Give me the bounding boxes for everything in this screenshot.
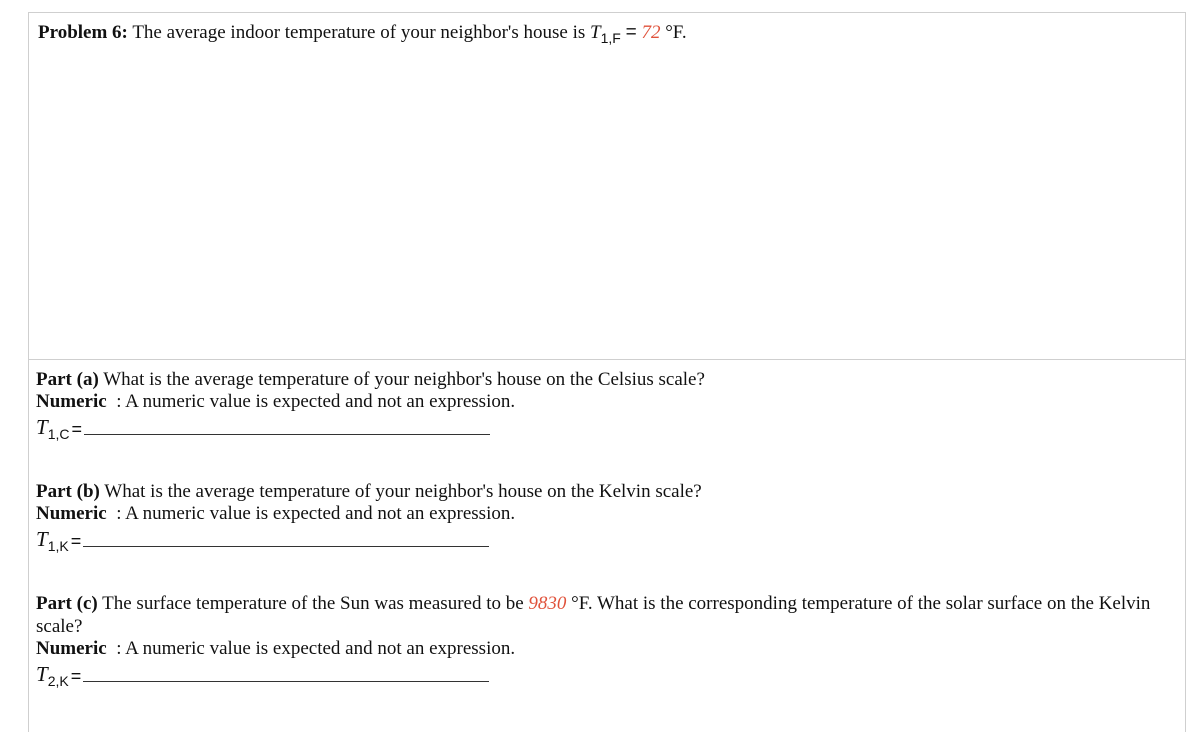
- part-c-numeric-hint: [36, 637, 1176, 660]
- part-b-answer-row: [36, 525, 1176, 553]
- part-a-answer-field[interactable]: [84, 433, 490, 435]
- part-a-question-text: What is the average temperature of your neighbor's house on the Celsius scale?: [103, 369, 705, 390]
- part-b-numeric-hint: [36, 502, 1176, 525]
- part-b: [36, 480, 1176, 553]
- part-a-variable: $T_{1,C}$: [36, 415, 70, 442]
- part-a-answer-row: [36, 413, 1176, 441]
- section-divider: [28, 359, 1186, 360]
- part-a-question: [36, 368, 1176, 391]
- part-b-answer-field[interactable]: [83, 545, 489, 547]
- part-c-question: [36, 592, 1176, 638]
- part-a-equals: =: [71, 419, 82, 439]
- part-c: [36, 592, 1176, 688]
- problem-label: Problem 6:: [38, 22, 128, 43]
- problem-equals: =: [625, 22, 637, 43]
- part-b-question: [36, 480, 1176, 503]
- part-a-numeric-note: : A numeric value is expected and not an expression.: [116, 391, 516, 412]
- part-c-numeric-note: : A numeric value is expected and not an expression.: [116, 638, 516, 659]
- part-c-label: Part (c): [36, 593, 98, 614]
- part-c-numeric-label: Numeric: [36, 638, 107, 659]
- part-b-question-text: What is the average temperature of your neighbor's house on the Kelvin scale?: [104, 481, 702, 502]
- part-b-label: Part (b): [36, 481, 100, 502]
- problem-variable: $T_{1,F}$: [590, 22, 621, 46]
- part-c-equals: =: [70, 666, 82, 686]
- part-c-variable: $T_{2,K}$: [36, 662, 69, 689]
- part-b-variable: $T_{1,K}$: [36, 527, 69, 554]
- part-a-numeric-hint: [36, 390, 1176, 413]
- part-b-equals: =: [70, 531, 82, 551]
- part-a: [36, 368, 1176, 441]
- problem-value: 72: [641, 22, 661, 43]
- problem-text: The average indoor temperature of your neighbor's house is: [132, 22, 586, 43]
- part-c-sun-value: 9830: [528, 593, 567, 614]
- part-c-answer-field[interactable]: [83, 680, 489, 682]
- problem-unit: °F.: [665, 22, 687, 43]
- part-c-question-pre: The surface temperature of the Sun was measured to be: [102, 593, 524, 614]
- part-a-numeric-label: Numeric: [36, 391, 107, 412]
- part-b-numeric-label: Numeric: [36, 503, 107, 524]
- part-a-label: Part (a): [36, 369, 99, 390]
- problem-statement: [38, 21, 687, 45]
- part-c-answer-row: [36, 660, 1176, 688]
- part-c-question-post: °F. What is the corresponding temperature of the solar surface on the Kelvin scale?: [36, 593, 1151, 637]
- part-b-numeric-note: : A numeric value is expected and not an expression.: [116, 503, 516, 524]
